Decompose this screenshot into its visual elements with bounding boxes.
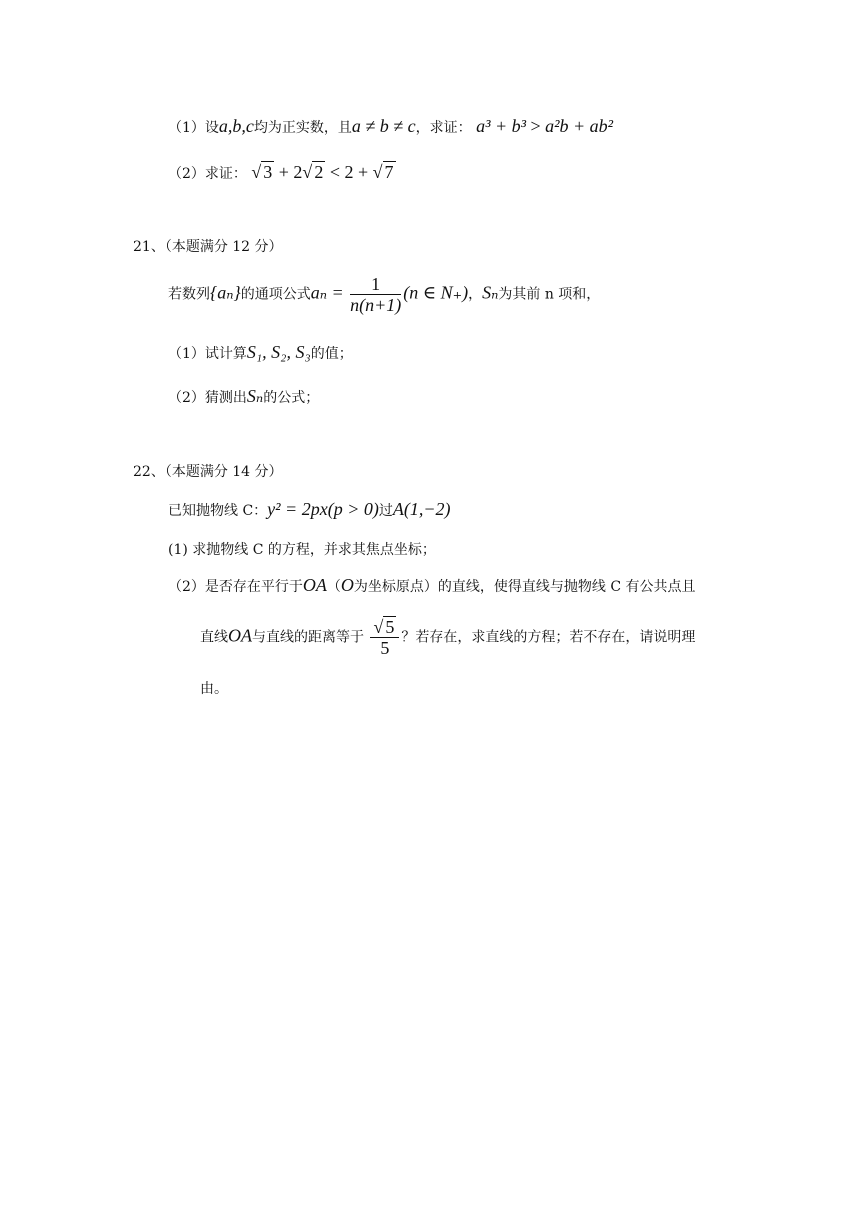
text: ？若存在，求直线的方程；若不存在，请说明理 <box>401 629 696 646</box>
domain: (n ∈ N₊) <box>403 282 469 303</box>
text: （ <box>326 579 341 595</box>
text: ，求证： <box>415 120 472 136</box>
text: 为坐标原点）的直线，使得直线与抛物线 C 有公共点且 <box>353 579 696 595</box>
equation: y² = 2px(p > 0) <box>267 499 379 519</box>
general-term: aₙ = <box>310 282 344 303</box>
problem-20-part-1 <box>168 116 613 137</box>
problem-22-part-2 <box>168 575 696 596</box>
part-label: （2）求证： <box>168 166 247 182</box>
fraction-sqrt5-over-5: $\frac{√ 5}{5}$ <box>370 617 399 658</box>
segment: OA <box>302 575 327 595</box>
text: 的公式； <box>263 390 320 406</box>
segment: OA <box>228 625 252 646</box>
text: < 2 + <box>329 162 369 182</box>
sum-symbol: Sₙ <box>246 386 264 406</box>
problem-21-heading: 21、（本题满分 12 分） <box>133 239 283 255</box>
problem-22-part-2-cont <box>200 617 695 658</box>
text: 过 <box>378 503 393 519</box>
text: 的通项公式 <box>240 286 311 303</box>
problem-22-part-2-end: 由。 <box>200 681 228 697</box>
terms: S₁, S₂, S₃ <box>246 342 311 362</box>
problem-22-heading: 22、（本题满分 14 分） <box>133 464 283 480</box>
part-label: （2）猜测出 <box>168 390 247 406</box>
problem-20-part-2 <box>168 162 396 183</box>
text: + 2 <box>278 162 303 182</box>
text: 直线 <box>200 629 228 646</box>
text: 与直线的距离等于 <box>252 629 364 646</box>
problem-21-part-1 <box>168 342 353 363</box>
fraction: $\frac{1}{n(n+1)}$ <box>350 274 402 315</box>
sequence: {aₙ} <box>210 282 241 303</box>
inequality-op: > <box>530 116 541 136</box>
text: 均为正实数，且 <box>253 120 352 136</box>
sqrt-3: √ 3 <box>251 162 273 182</box>
sqrt-7: √ 7 <box>372 162 394 182</box>
problem-22-part-1: (1) 求抛物线 C 的方程，并求其焦点坐标； <box>168 542 436 558</box>
part-label: （1）设 <box>168 120 219 136</box>
text: ， <box>468 286 483 303</box>
text: （2）是否存在平行于 <box>168 579 303 595</box>
point: A(1,−2) <box>392 499 451 519</box>
inequality-left: a³ + b³ <box>476 116 527 136</box>
part-label: （1）试计算 <box>168 346 247 362</box>
text: 已知抛物线 C： <box>168 503 268 519</box>
problem-21-intro <box>168 274 600 315</box>
sum-symbol: Sₙ <box>482 282 499 303</box>
origin: O <box>340 575 354 595</box>
problem-21-part-2 <box>168 386 319 407</box>
text: 为其前 n 项和， <box>498 286 601 303</box>
problem-22-intro <box>168 499 450 520</box>
sqrt-2: √ 2 <box>302 162 324 182</box>
condition: a ≠ b ≠ c <box>351 116 416 136</box>
text: 的值； <box>310 346 353 362</box>
variables: a,b,c <box>218 116 254 136</box>
text: 若数列 <box>168 286 210 303</box>
inequality-right: a²b + ab² <box>545 116 614 136</box>
